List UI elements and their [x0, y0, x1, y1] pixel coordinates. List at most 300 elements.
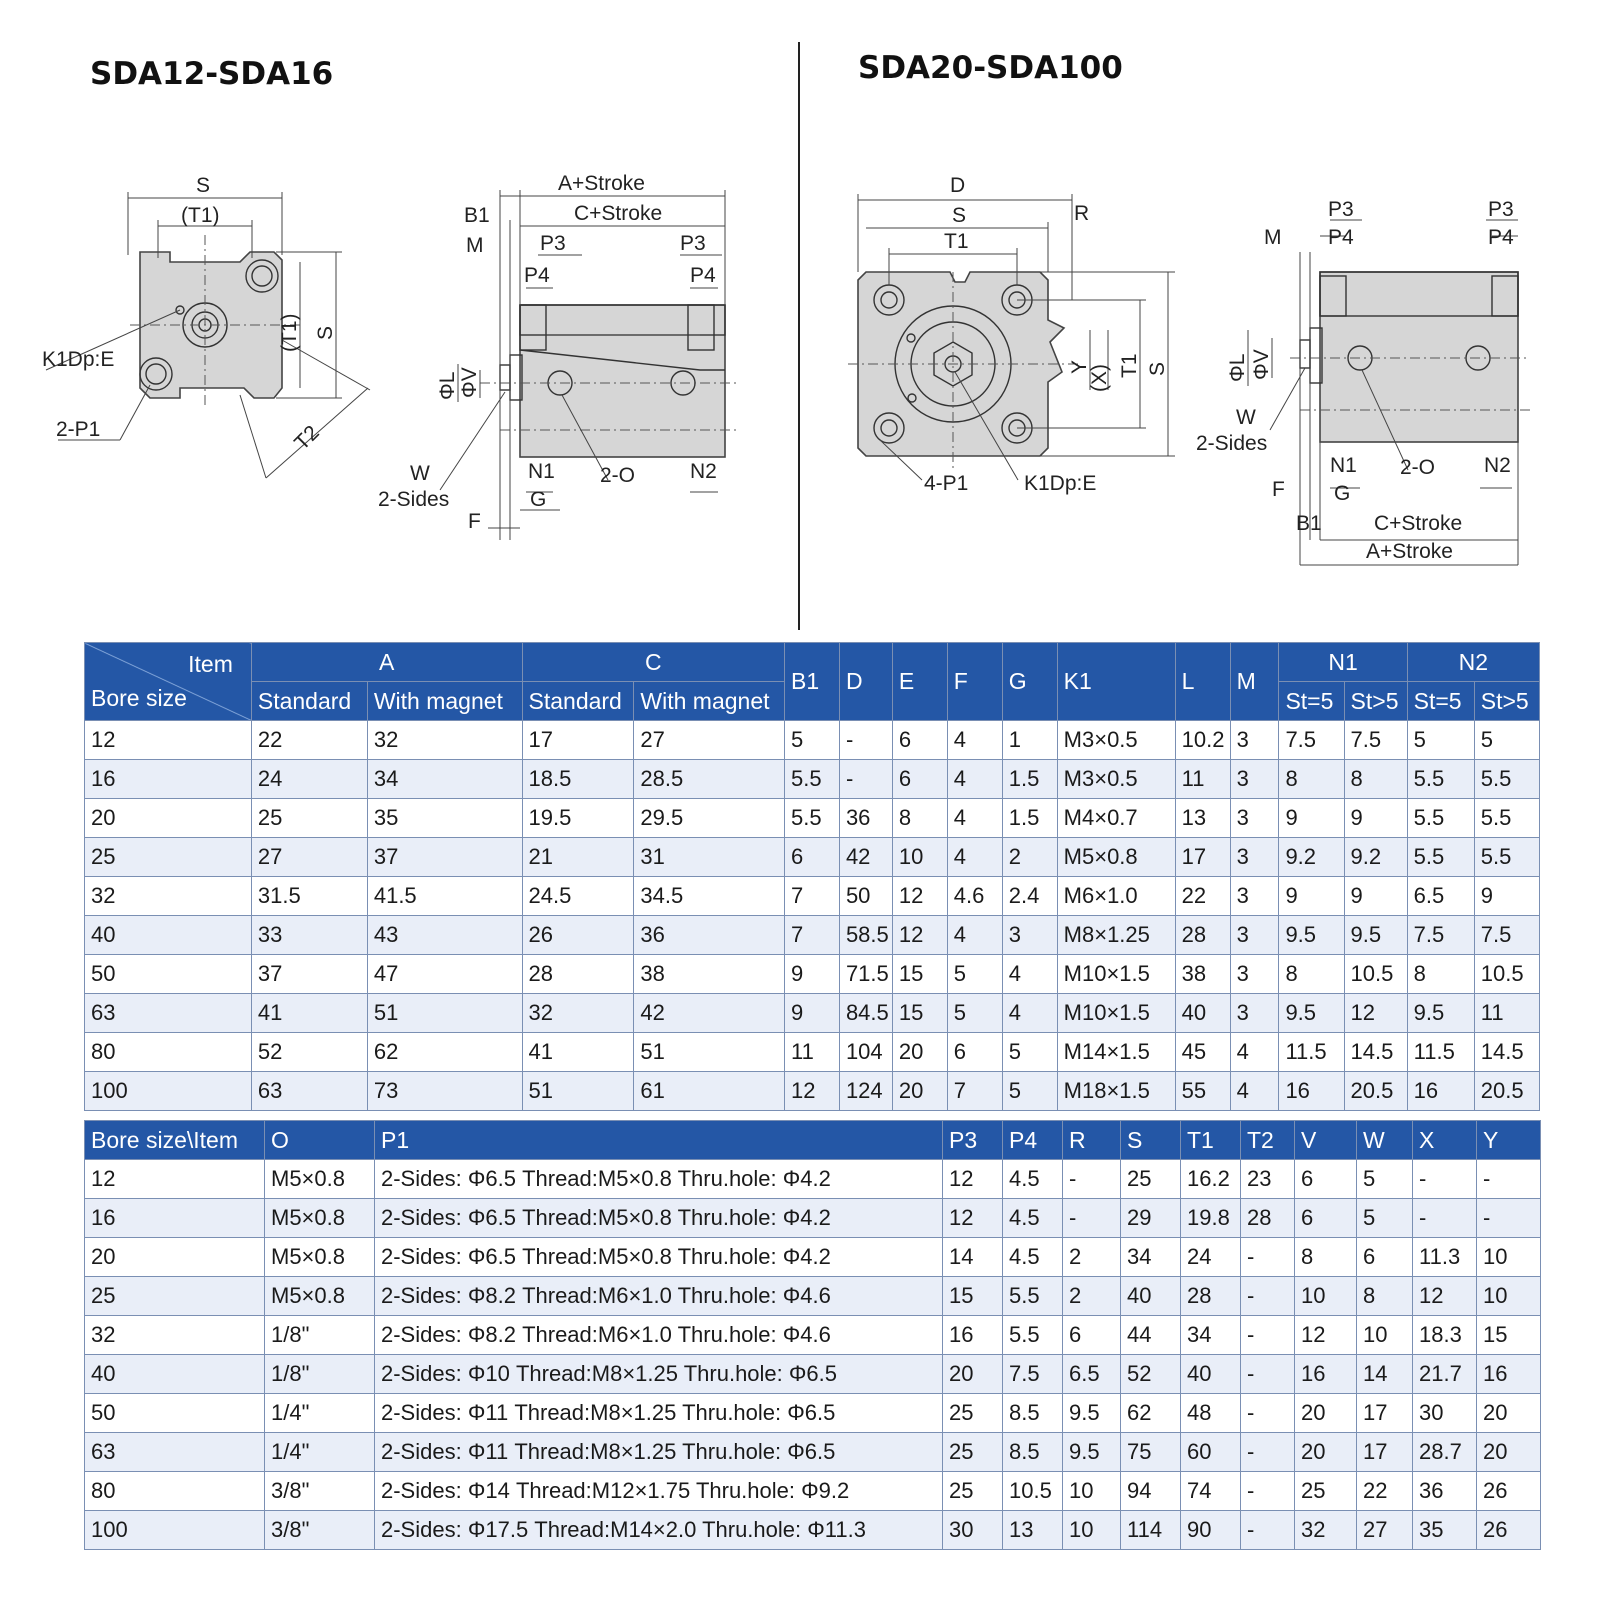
table-cell: 50: [839, 877, 892, 916]
table-cell: -: [839, 721, 892, 760]
table-cell: -: [1241, 1277, 1295, 1316]
header-c-with-magnet: With magnet: [634, 682, 785, 721]
table-cell: 20: [1477, 1433, 1541, 1472]
table-cell: M5×0.8: [1057, 838, 1175, 877]
table-cell: 24: [251, 760, 367, 799]
header-e: E: [892, 643, 947, 721]
table-cell: 94: [1121, 1472, 1181, 1511]
table-cell: 35: [1413, 1511, 1477, 1550]
table-cell: 12: [1295, 1316, 1357, 1355]
table-cell: 32: [85, 1316, 265, 1355]
table-row: [85, 1199, 1541, 1238]
table-cell: 13: [1175, 799, 1230, 838]
table-cell: 71.5: [839, 955, 892, 994]
table-row: [85, 1511, 1541, 1550]
table-cell: 9: [1474, 877, 1539, 916]
header-l: L: [1175, 643, 1230, 721]
table-cell: 25: [943, 1433, 1003, 1472]
table-cell: 4: [1230, 1072, 1279, 1111]
table-cell: 51: [367, 994, 522, 1033]
table-cell: -: [1477, 1199, 1541, 1238]
label-n2-2: N2: [1484, 454, 1511, 477]
table-row: [85, 877, 1540, 916]
label-4-p1: 4-P1: [924, 472, 969, 495]
table-cell: 19.8: [1181, 1199, 1241, 1238]
table-cell: 41: [522, 1033, 634, 1072]
table-cell: 3: [1230, 877, 1279, 916]
table-cell: -: [1413, 1160, 1477, 1199]
table-cell: 45: [1175, 1033, 1230, 1072]
table-cell: 10: [1063, 1472, 1121, 1511]
table-cell: -: [1063, 1199, 1121, 1238]
table-cell: 4: [947, 838, 1002, 877]
table-cell: -: [1477, 1160, 1541, 1199]
table-cell: 34.5: [634, 877, 785, 916]
table-cell: 14: [943, 1238, 1003, 1277]
table-cell: 33: [251, 916, 367, 955]
label-s: S: [196, 174, 211, 197]
table-cell: 40: [1175, 994, 1230, 1033]
table1-corner-header: [85, 643, 252, 721]
table-cell: 16: [1279, 1072, 1344, 1111]
label-p4-2a: P4: [1328, 226, 1354, 249]
table-cell: 11: [1175, 760, 1230, 799]
table-cell: 1/8": [265, 1316, 375, 1355]
table-row: [85, 994, 1540, 1033]
table-cell: 4.5: [1003, 1199, 1063, 1238]
table-cell: 6: [892, 760, 947, 799]
label-n2-1: N2: [690, 460, 717, 483]
table-cell: 2.4: [1002, 877, 1057, 916]
table-cell: 5: [1357, 1160, 1413, 1199]
table-cell: 28: [1241, 1199, 1295, 1238]
table-cell: 20: [85, 799, 252, 838]
table-cell: 5.5: [1407, 799, 1474, 838]
table-row: [85, 1316, 1541, 1355]
table-cell: 4: [1002, 994, 1057, 1033]
table-cell: -: [1241, 1511, 1295, 1550]
table-cell: 17: [1175, 838, 1230, 877]
table-cell: 5: [1357, 1199, 1413, 1238]
label-phi-v-2: ΦV: [1250, 349, 1273, 380]
table-cell: 16: [943, 1316, 1003, 1355]
table-cell: 7: [785, 877, 840, 916]
table-cell: M8×1.25: [1057, 916, 1175, 955]
table-cell: 8: [1279, 760, 1344, 799]
table-cell: -: [1241, 1433, 1295, 1472]
table2-header-cell: W: [1357, 1121, 1413, 1160]
table-cell: 8: [892, 799, 947, 838]
table-cell: 17: [522, 721, 634, 760]
table-cell: 48: [1181, 1394, 1241, 1433]
header-a-with-magnet: With magnet: [367, 682, 522, 721]
table-cell: 2-Sides: Φ10 Thread:M8×1.25 Thru.hole: Φ6.5: [375, 1355, 943, 1394]
table-cell: M5×0.8: [265, 1160, 375, 1199]
table-cell: 62: [367, 1033, 522, 1072]
table-cell: 7.5: [1279, 721, 1344, 760]
table-cell: 8.5: [1003, 1433, 1063, 1472]
table-cell: 12: [892, 916, 947, 955]
table-cell: 73: [367, 1072, 522, 1111]
table-cell: 5: [1002, 1033, 1057, 1072]
table-cell: 28: [1175, 916, 1230, 955]
table2-header-cell: P3: [943, 1121, 1003, 1160]
label-w-2: W: [1236, 406, 1256, 429]
label-f-2: F: [1272, 478, 1285, 501]
table-cell: 16: [85, 1199, 265, 1238]
header-d: D: [839, 643, 892, 721]
table-cell: 12: [943, 1199, 1003, 1238]
table-cell: 4: [947, 721, 1002, 760]
table-cell: 100: [85, 1072, 252, 1111]
table-cell: 50: [85, 1394, 265, 1433]
table-cell: 1/4": [265, 1394, 375, 1433]
label-c-stroke-2: C+Stroke: [1374, 512, 1463, 535]
table-cell: 20: [85, 1238, 265, 1277]
table-cell: 5.5: [1003, 1277, 1063, 1316]
table-cell: 16.2: [1181, 1160, 1241, 1199]
table-cell: 9.2: [1279, 838, 1344, 877]
label-s-vertical-2: S: [1146, 361, 1169, 376]
table-cell: 9: [1279, 799, 1344, 838]
table-cell: 9.5: [1407, 994, 1474, 1033]
table-cell: 43: [367, 916, 522, 955]
label-p3-2b: P3: [1488, 198, 1514, 221]
table-row: [85, 1033, 1540, 1072]
table-cell: 9.5: [1344, 916, 1407, 955]
table-cell: 28: [522, 955, 634, 994]
table-cell: 1.5: [1002, 760, 1057, 799]
label-t1-2: T1: [944, 230, 969, 253]
label-b1-1: B1: [464, 204, 490, 227]
table-cell: 10.5: [1474, 955, 1539, 994]
table-cell: 25: [943, 1394, 1003, 1433]
table-cell: 5: [785, 721, 840, 760]
table-cell: 1/8": [265, 1355, 375, 1394]
table-cell: 9.5: [1063, 1433, 1121, 1472]
table-cell: 63: [85, 994, 252, 1033]
table-row: [85, 955, 1540, 994]
label-k1dp-2: K1Dp:E: [1024, 472, 1097, 495]
label-p3-2a: P3: [1328, 198, 1354, 221]
table-cell: 1.5: [1002, 799, 1057, 838]
table-cell: -: [1063, 1160, 1121, 1199]
table-row: [85, 721, 1540, 760]
table-cell: 3: [1230, 955, 1279, 994]
table-cell: 18.3: [1413, 1316, 1477, 1355]
table-cell: 13: [1003, 1511, 1063, 1550]
table-row: [85, 799, 1540, 838]
header-item: Item: [188, 651, 233, 677]
table-cell: 10.5: [1003, 1472, 1063, 1511]
table-cell: -: [839, 760, 892, 799]
table-cell: 63: [85, 1433, 265, 1472]
table-cell: 3: [1230, 760, 1279, 799]
header-n2: N2: [1407, 643, 1539, 682]
label-p4-1a: P4: [524, 264, 550, 287]
table-cell: 17: [1357, 1433, 1413, 1472]
table-cell: 9: [785, 994, 840, 1033]
table-cell: -: [1241, 1316, 1295, 1355]
table-cell: 9.5: [1279, 916, 1344, 955]
table-cell: 10: [1357, 1316, 1413, 1355]
table-cell: 25: [1121, 1160, 1181, 1199]
table-cell: 16: [1477, 1355, 1541, 1394]
table-row: [85, 1355, 1541, 1394]
table-cell: 63: [251, 1072, 367, 1111]
table-cell: 5.5: [1407, 760, 1474, 799]
table-cell: 2-Sides: Φ14 Thread:M12×1.75 Thru.hole: Φ9.2: [375, 1472, 943, 1511]
header-g: G: [1002, 643, 1057, 721]
table-cell: M6×1.0: [1057, 877, 1175, 916]
table-cell: 42: [839, 838, 892, 877]
table-cell: 3: [1230, 799, 1279, 838]
label-k1dp: K1Dp:E: [42, 348, 115, 371]
table-cell: 11.5: [1279, 1033, 1344, 1072]
table-cell: M4×0.7: [1057, 799, 1175, 838]
table-cell: 90: [1181, 1511, 1241, 1550]
table-cell: 60: [1181, 1433, 1241, 1472]
table-cell: 20: [1295, 1394, 1357, 1433]
header-bore-size: Bore size: [91, 685, 187, 711]
table-cell: 38: [1175, 955, 1230, 994]
table-cell: 5.5: [1407, 838, 1474, 877]
table-cell: 52: [1121, 1355, 1181, 1394]
table-cell: 37: [251, 955, 367, 994]
header-n1-st5: St=5: [1279, 682, 1344, 721]
table-cell: 55: [1175, 1072, 1230, 1111]
table-cell: 40: [1181, 1355, 1241, 1394]
table-cell: M10×1.5: [1057, 994, 1175, 1033]
table-cell: 6: [892, 721, 947, 760]
table-cell: 7.5: [1003, 1355, 1063, 1394]
table2-header-cell: T1: [1181, 1121, 1241, 1160]
label-2-sides-2: 2-Sides: [1196, 432, 1268, 455]
table2-header-cell: O: [265, 1121, 375, 1160]
label-s-2: S: [952, 204, 967, 227]
table-cell: 10: [892, 838, 947, 877]
label-y: Y: [1068, 359, 1091, 374]
table-cell: 22: [251, 721, 367, 760]
table-cell: 20: [1295, 1433, 1357, 1472]
table-cell: 2-Sides: Φ6.5 Thread:M5×0.8 Thru.hole: Φ4.2: [375, 1238, 943, 1277]
table-cell: 40: [1121, 1277, 1181, 1316]
table-cell: 32: [85, 877, 252, 916]
table-cell: 8: [1407, 955, 1474, 994]
table-row: [85, 760, 1540, 799]
table-cell: 20: [943, 1355, 1003, 1394]
table-cell: 4: [947, 799, 1002, 838]
table-row: [85, 1160, 1541, 1199]
table-cell: 20.5: [1474, 1072, 1539, 1111]
table-cell: 40: [85, 1355, 265, 1394]
label-a-stroke-2: A+Stroke: [1366, 540, 1453, 563]
table-row: [85, 1238, 1541, 1277]
table-cell: 5: [1002, 1072, 1057, 1111]
label-w-1: W: [410, 462, 430, 485]
table-cell: M5×0.8: [265, 1199, 375, 1238]
table-cell: 36: [1413, 1472, 1477, 1511]
table-cell: 61: [634, 1072, 785, 1111]
table-cell: 12: [1413, 1277, 1477, 1316]
label-n1-1: N1: [528, 460, 555, 483]
table-cell: 3/8": [265, 1472, 375, 1511]
table-row: [85, 1072, 1540, 1111]
table-cell: 58.5: [839, 916, 892, 955]
table-cell: 5: [947, 994, 1002, 1033]
table-cell: 15: [892, 994, 947, 1033]
table-cell: 124: [839, 1072, 892, 1111]
table-cell: 34: [367, 760, 522, 799]
table-cell: -: [1241, 1355, 1295, 1394]
table-cell: 16: [1407, 1072, 1474, 1111]
table-cell: 21: [522, 838, 634, 877]
table-cell: 6: [1295, 1199, 1357, 1238]
table-cell: 23: [1241, 1160, 1295, 1199]
table-cell: 12: [785, 1072, 840, 1111]
table-cell: 5: [947, 955, 1002, 994]
table-cell: 4.6: [947, 877, 1002, 916]
table-cell: 40: [85, 916, 252, 955]
table-cell: 36: [634, 916, 785, 955]
table-cell: 12: [943, 1160, 1003, 1199]
label-t1-vertical: (T1): [278, 313, 301, 352]
label-p3-1b: P3: [680, 232, 706, 255]
table-cell: 28.5: [634, 760, 785, 799]
table-cell: -: [1413, 1199, 1477, 1238]
table2-header-cell: Y: [1477, 1121, 1541, 1160]
table-cell: 9.2: [1344, 838, 1407, 877]
table-cell: 31: [634, 838, 785, 877]
table-cell: 26: [522, 916, 634, 955]
table-cell: 9: [785, 955, 840, 994]
table-cell: 2: [1002, 838, 1057, 877]
table-cell: 10: [1477, 1238, 1541, 1277]
table-cell: 4.5: [1003, 1160, 1063, 1199]
table-cell: 5: [1474, 721, 1539, 760]
table-cell: M14×1.5: [1057, 1033, 1175, 1072]
table-cell: 50: [85, 955, 252, 994]
table-row: [85, 1394, 1541, 1433]
label-2-sides-1: 2-Sides: [378, 488, 450, 511]
table-cell: 18.5: [522, 760, 634, 799]
table-cell: 12: [892, 877, 947, 916]
label-t1-paren: (T1): [181, 204, 220, 227]
table-cell: 10: [1063, 1511, 1121, 1550]
drawing-sda20-side-view: [0, 0, 1600, 620]
table-cell: 9: [1344, 799, 1407, 838]
table-cell: 30: [943, 1511, 1003, 1550]
table-cell: 4: [947, 760, 1002, 799]
table2-header-cell: S: [1121, 1121, 1181, 1160]
table-cell: 8.5: [1003, 1394, 1063, 1433]
table-cell: 8: [1344, 760, 1407, 799]
label-t2: T2: [290, 421, 324, 455]
label-b1-2: B1: [1296, 512, 1322, 535]
table-cell: 10.2: [1175, 721, 1230, 760]
table-cell: M3×0.5: [1057, 760, 1175, 799]
table-cell: 2-Sides: Φ17.5 Thread:M14×2.0 Thru.hole: Φ11.3: [375, 1511, 943, 1550]
table-cell: 11.5: [1407, 1033, 1474, 1072]
table-cell: 22: [1357, 1472, 1413, 1511]
table-cell: -: [1241, 1394, 1295, 1433]
table-cell: 2-Sides: Φ8.2 Thread:M6×1.0 Thru.hole: Φ4.6: [375, 1316, 943, 1355]
table-row: [85, 1472, 1541, 1511]
table-cell: 2-Sides: Φ6.5 Thread:M5×0.8 Thru.hole: Φ4.2: [375, 1160, 943, 1199]
label-g-1: G: [530, 488, 547, 511]
table2-header-cell: P4: [1003, 1121, 1063, 1160]
table-cell: 11: [1474, 994, 1539, 1033]
table-cell: 80: [85, 1472, 265, 1511]
table-cell: 10: [1477, 1277, 1541, 1316]
table-cell: 17: [1357, 1394, 1413, 1433]
table-cell: 38: [634, 955, 785, 994]
table-cell: 52: [251, 1033, 367, 1072]
table-row: [85, 1433, 1541, 1472]
table-cell: 15: [892, 955, 947, 994]
table-cell: 5.5: [1474, 760, 1539, 799]
table-cell: M5×0.8: [265, 1277, 375, 1316]
table-cell: 7: [785, 916, 840, 955]
table-cell: 20: [892, 1033, 947, 1072]
header-k1: K1: [1057, 643, 1175, 721]
label-m-1: M: [466, 234, 484, 257]
table-cell: 4: [1002, 955, 1057, 994]
table-cell: 2: [1063, 1238, 1121, 1277]
label-m-2: M: [1264, 226, 1282, 249]
table-cell: -: [1241, 1238, 1295, 1277]
table-cell: 11.3: [1413, 1238, 1477, 1277]
table-cell: 2-Sides: Φ11 Thread:M8×1.25 Thru.hole: Φ6.5: [375, 1394, 943, 1433]
table-cell: M3×0.5: [1057, 721, 1175, 760]
table-cell: 8: [1295, 1238, 1357, 1277]
table-cell: 6.5: [1407, 877, 1474, 916]
table-cell: 4: [1230, 1033, 1279, 1072]
table-cell: 5: [1407, 721, 1474, 760]
table-cell: 6.5: [1063, 1355, 1121, 1394]
label-t1-vertical-2: T1: [1118, 353, 1141, 378]
table-cell: 12: [85, 721, 252, 760]
header-c-standard: Standard: [522, 682, 634, 721]
table-cell: 100: [85, 1511, 265, 1550]
table-cell: 3: [1002, 916, 1057, 955]
table-cell: 104: [839, 1033, 892, 1072]
label-d: D: [950, 174, 966, 197]
label-r: R: [1074, 202, 1090, 225]
header-a-standard: Standard: [251, 682, 367, 721]
table-cell: 10.5: [1344, 955, 1407, 994]
table-cell: 5.5: [1474, 838, 1539, 877]
label-2-o-1: 2-O: [600, 464, 636, 487]
table-cell: 12: [1344, 994, 1407, 1033]
table-cell: 21.7: [1413, 1355, 1477, 1394]
table-cell: 47: [367, 955, 522, 994]
table-cell: 28.7: [1413, 1433, 1477, 1472]
table2-header-cell: Bore size\Item: [85, 1121, 265, 1160]
table-cell: 7.5: [1407, 916, 1474, 955]
label-f-1: F: [468, 510, 481, 533]
table-cell: 14.5: [1474, 1033, 1539, 1072]
table-cell: 19.5: [522, 799, 634, 838]
table-cell: 20.5: [1344, 1072, 1407, 1111]
table-cell: 9.5: [1279, 994, 1344, 1033]
table-cell: 2-Sides: Φ8.2 Thread:M6×1.0 Thru.hole: Φ4.6: [375, 1277, 943, 1316]
table-cell: 29.5: [634, 799, 785, 838]
header-n1-st-gt5: St>5: [1344, 682, 1407, 721]
label-p4-1b: P4: [690, 264, 716, 287]
table-cell: 15: [943, 1277, 1003, 1316]
table-cell: 6: [1295, 1160, 1357, 1199]
